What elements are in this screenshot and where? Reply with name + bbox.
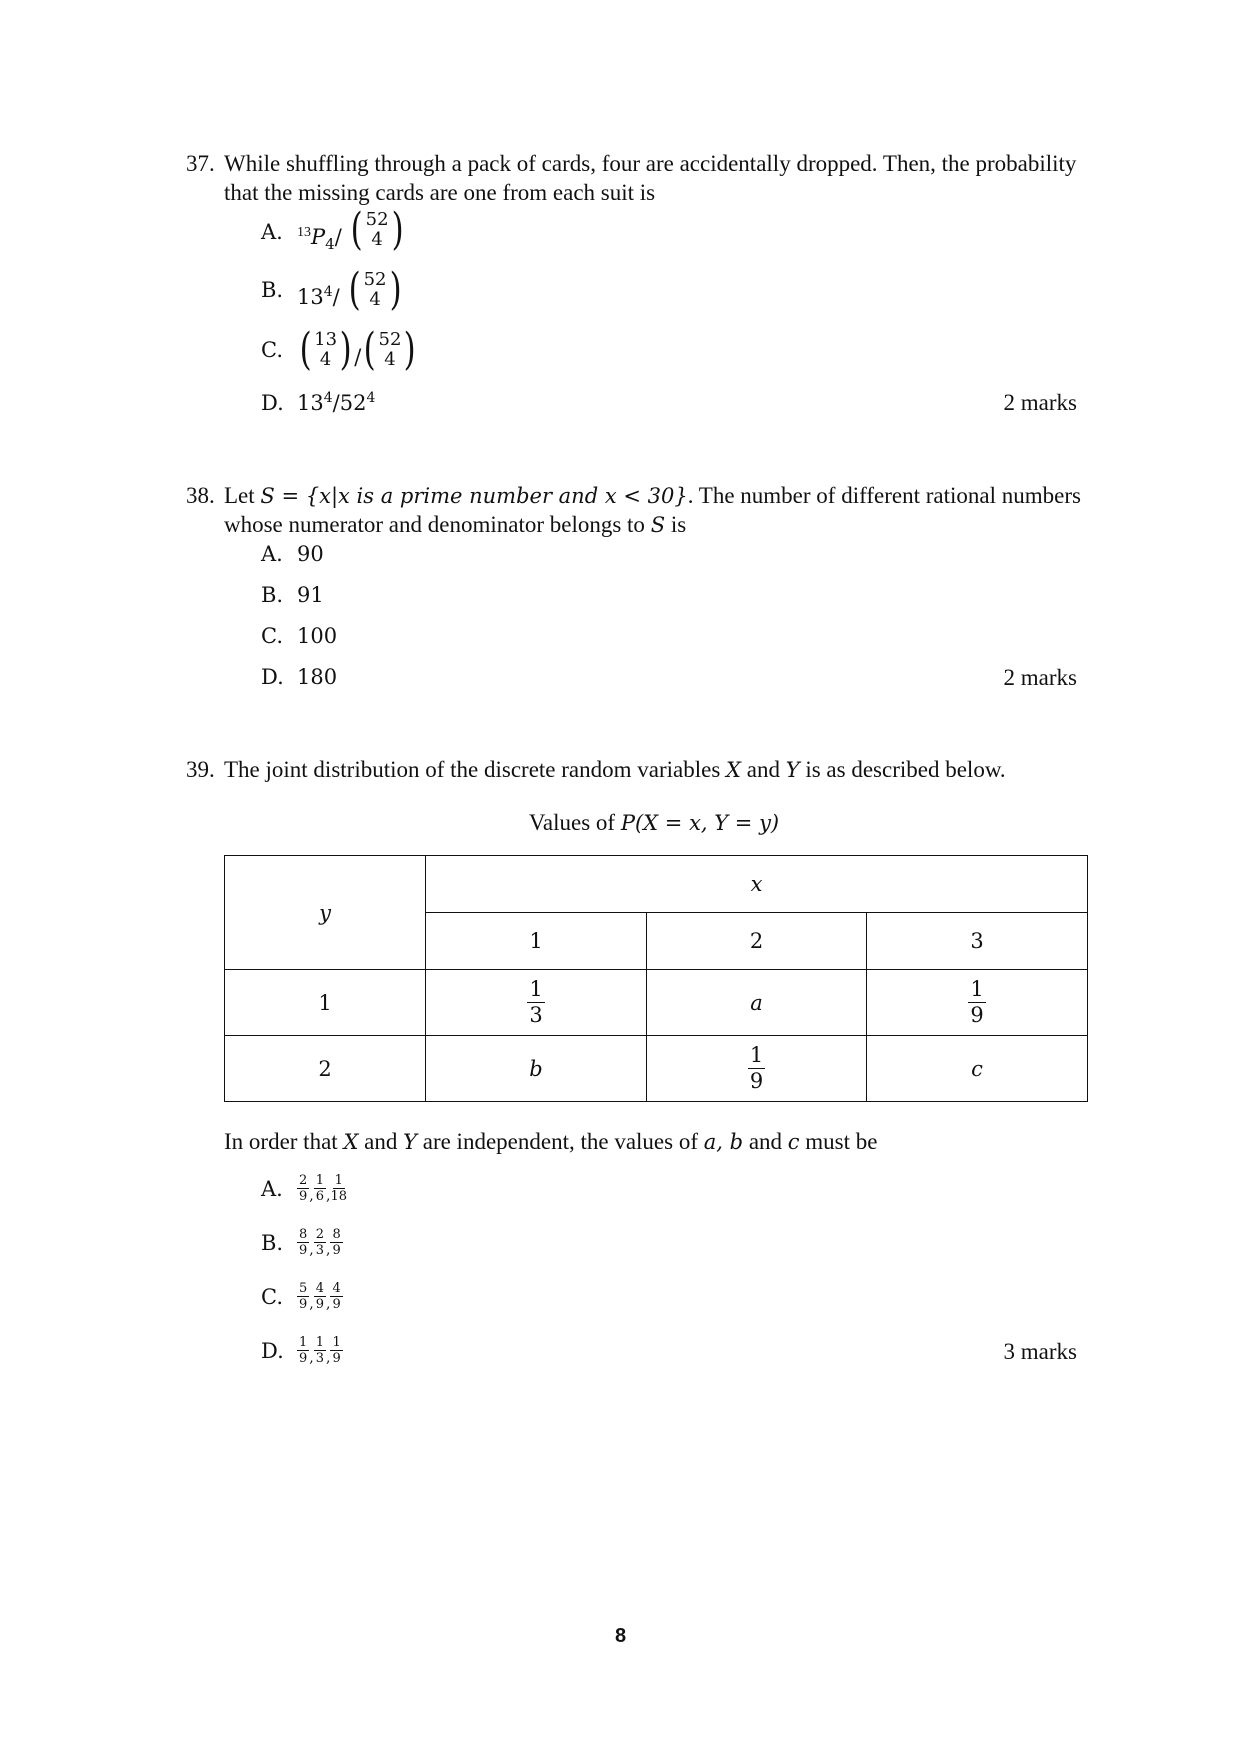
column-value-cell: 1	[426, 913, 647, 970]
option-expression: $13^4/52^4$	[297, 390, 376, 415]
option-a: A. $\frac{2}{9}$ , $\frac{1}{6}$ , $\frac{1}{18}$	[261, 1173, 348, 1204]
probability-cell: c	[867, 1036, 1088, 1102]
probability-cell: $\frac{1}{9}$	[867, 970, 1088, 1036]
table-caption: Values of P(X = x, Y = y)	[528, 810, 780, 835]
question-number: 39.	[186, 757, 215, 782]
option-a	[261, 204, 406, 255]
question-number: 38.	[186, 483, 215, 508]
probability-cell: $\frac{1}{9}$	[647, 1036, 867, 1102]
option-value: 90	[297, 542, 324, 566]
option-fractions: $\frac{2}{9}$ , $\frac{1}{6}$ , $\frac{1}{18}$	[299, 1173, 348, 1204]
option-letter: D.	[261, 390, 284, 415]
column-header-cell: x	[426, 856, 1088, 913]
table-row	[225, 1036, 1088, 1102]
binomial: ( 52 4 )	[363, 324, 417, 375]
joint-distribution-table	[224, 855, 1088, 1102]
marks-label: 2 marks	[1003, 390, 1077, 415]
marks-label: 3 marks	[1003, 1339, 1077, 1364]
row-value-cell: 1	[225, 970, 426, 1036]
option-d: D. 180	[261, 665, 338, 689]
column-value-cell: 2	[647, 913, 867, 970]
option-c: C. 100	[261, 624, 338, 648]
question-text-line-2: whose numerator and denominator belongs to S is	[224, 512, 687, 537]
option-fractions: $\frac{5}{9}$ , $\frac{4}{9}$ , $\frac{4}{9}$	[299, 1281, 341, 1312]
option-letter: A.	[261, 219, 283, 244]
question-text-line-1: While shuffling through a pack of cards, four are accidentally dropped. Then, the probability	[224, 151, 1077, 176]
probability-cell: $\frac{1}{3}$	[426, 970, 647, 1036]
option-b: B. $\frac{8}{9}$ , $\frac{2}{3}$ , $\frac{8}{9}$	[261, 1227, 341, 1258]
question-text-line-2: that the missing cards are one from each suit is	[224, 180, 656, 205]
row-header-cell: y	[225, 856, 426, 970]
option-letter: C.	[261, 338, 283, 362]
option-c	[261, 324, 419, 375]
binomial: ( 13 4 )	[299, 324, 352, 375]
marks-label: 2 marks	[1003, 665, 1077, 690]
table-row	[225, 970, 1088, 1036]
option-value: 91	[297, 583, 324, 607]
option-value: 100	[297, 624, 338, 648]
probability-cell: b	[426, 1036, 647, 1102]
row-value-cell: 2	[225, 1036, 426, 1102]
option-c: C. $\frac{5}{9}$ , $\frac{4}{9}$ , $\frac{4}{9}$	[261, 1281, 341, 1312]
binomial: ( 52 4 )	[348, 264, 402, 315]
binomial: ( 52 4 )	[351, 204, 404, 255]
option-fractions: $\frac{1}{9}$ , $\frac{1}{3}$ , $\frac{1}{9}$	[299, 1335, 341, 1366]
option-d	[261, 390, 375, 415]
option-a: A. 90	[261, 542, 324, 566]
page-number: 8	[614, 1625, 627, 1647]
option-b	[261, 264, 404, 315]
option-expression: ( 13 4 ) / ( 52 4 )	[297, 330, 419, 370]
probability-cell: a	[647, 970, 867, 1036]
option-letter: B.	[261, 278, 284, 302]
option-fractions: $\frac{8}{9}$ , $\frac{2}{3}$ , $\frac{8}{9}$	[299, 1227, 341, 1258]
option-value: 180	[297, 665, 338, 689]
independence-condition-text: In order that X and Y are independent, the values of a, b and c must be	[224, 1129, 878, 1154]
question-text: The joint distribution of the discrete random variables X and Y is as described below.	[224, 757, 1006, 782]
column-value-cell: 3	[867, 913, 1088, 970]
question-number: 37.	[186, 151, 215, 176]
option-b: B. 91	[261, 583, 324, 607]
option-expression: $^{13}P_4/$ ( 52 4 )	[297, 210, 406, 253]
option-expression: $13^4/$ ( 52 4 )	[297, 270, 404, 310]
option-d: D. $\frac{1}{9}$ , $\frac{1}{3}$ , $\frac{1}{9}$	[261, 1335, 341, 1366]
question-text-line-1: Let S = {x|x is a prime number and x < 30}. The number of different rational numbers	[224, 483, 1081, 508]
